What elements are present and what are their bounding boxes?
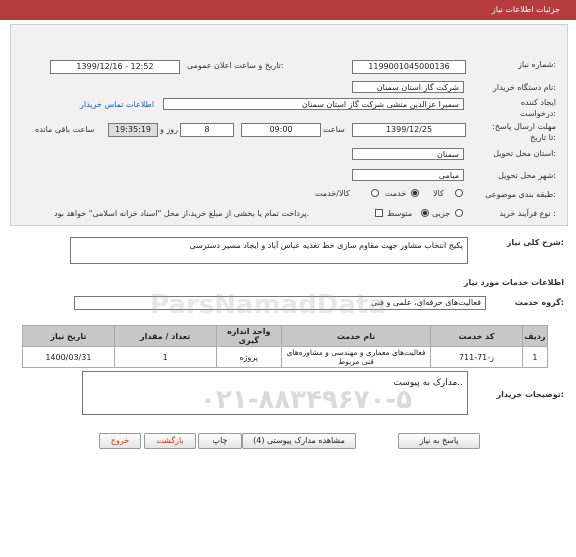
category-both-label: کالا/خدمت: [315, 189, 350, 198]
deadline-date-field: 1399/12/25: [352, 123, 466, 137]
treasury-checkbox[interactable]: [375, 209, 383, 217]
days-field: 8: [180, 123, 234, 137]
deadline-label: مهلت ارسال پاسخ: تا تاریخ:: [492, 122, 556, 142]
announce-label: تاریخ و ساعت اعلان عمومی:: [187, 61, 284, 70]
service-group-text: فعالیت‌های حرفه‌ای، علمی و فنی: [371, 298, 481, 307]
col-index: ردیف: [522, 326, 547, 347]
view-attachments-button[interactable]: مشاهده مدارک پیوستی (4): [242, 433, 356, 449]
category-goods-label: کالا: [433, 189, 444, 198]
remaining-label: ساعت باقی مانده: [35, 125, 95, 134]
requester-field: سمیرا عزالدین منشی شرکت گاز استان سمنان: [163, 98, 464, 110]
purchase-medium-label: متوسط: [387, 209, 413, 218]
deadline-time-label: ساعت: [323, 125, 345, 134]
services-section-title: اطلاعات خدمات مورد نیاز: [463, 278, 564, 287]
table-header-row: [23, 326, 548, 347]
buyer-label: نام دستگاه خریدار:: [492, 83, 556, 92]
days-label: روز و: [160, 125, 178, 134]
treasury-note: پرداخت تمام یا بخشی از مبلغ خرید،از محل "اسناد خزانه اسلامی" خواهد بود.: [54, 209, 310, 218]
requester-label: ایجاد کننده درخواست:: [520, 98, 556, 118]
watermark-phone: ۰۲۱-۸۸۳۴۹۶۷۰-۵: [200, 385, 413, 415]
cell-name: فعالیت‌های معماری و مهندسی و مشاوره‌های فنی مربوط: [282, 347, 431, 368]
purchase-small-radio[interactable]: [455, 209, 463, 217]
category-service-radio[interactable]: [411, 189, 419, 197]
services-table: [22, 325, 548, 368]
category-goods-radio[interactable]: [455, 189, 463, 197]
reply-button[interactable]: پاسخ به نیاز: [398, 433, 480, 449]
service-group-label: گروه خدمت:: [514, 298, 564, 307]
purchase-type-label: نوع فرآیند خرید :: [499, 209, 556, 218]
summary-label: شرح کلی نیاز:: [506, 238, 564, 247]
deadline-time-field: 09:00: [241, 123, 321, 137]
city-field: میامی: [352, 169, 464, 181]
category-label: طبقه بندی موضوعی:: [485, 190, 556, 199]
summary-box: [70, 237, 468, 264]
exit-button[interactable]: خروج: [99, 433, 141, 449]
need-number-field: 1199001045000136: [352, 60, 466, 74]
category-both-radio[interactable]: [371, 189, 379, 197]
back-button[interactable]: بازگشت: [144, 433, 196, 449]
col-name: نام خدمت: [282, 326, 431, 347]
buyer-notes-label: توضیحات خریدار:: [496, 390, 564, 399]
watermark-brand: ParsNamadData: [150, 290, 386, 320]
buyer-notes-text: مدارک به پیوست..: [393, 378, 463, 388]
col-code: کد خدمت: [431, 326, 523, 347]
cell-qty: 1: [114, 347, 216, 368]
city-label: شهر محل تحویل:: [498, 171, 556, 180]
province-field: سمنان: [352, 148, 464, 160]
cell-unit: پروژه: [216, 347, 281, 368]
table-row: [23, 347, 548, 368]
remaining-time-field: 19:35:19: [108, 123, 158, 137]
buyer-contact-link[interactable]: اطلاعات تماس خریدار: [80, 100, 155, 109]
col-qty: تعداد / مقدار: [114, 326, 216, 347]
province-label: استان محل تحویل:: [493, 149, 556, 158]
col-date: تاریخ نیاز: [23, 326, 115, 347]
category-service-label: خدمت: [385, 189, 407, 198]
cell-code: ز-71-711: [431, 347, 523, 368]
cell-index: 1: [522, 347, 547, 368]
announce-field: 1399/12/16 - 12:52: [50, 60, 180, 74]
purchase-medium-radio[interactable]: [421, 209, 429, 217]
need-number-label: شماره نیاز:: [517, 60, 556, 69]
cell-date: 1400/03/31: [23, 347, 115, 368]
purchase-small-label: جزیی: [432, 209, 451, 218]
col-unit: واحد اندازه گیری: [216, 326, 281, 347]
title-bar: [0, 0, 576, 20]
page-title: جزئیات اطلاعات نیاز: [491, 5, 560, 14]
print-button[interactable]: چاپ: [198, 433, 242, 449]
buyer-field: شرکت گاز استان سمنان: [352, 81, 464, 93]
summary-text: پکیج انتخاب مشاور جهت مقاوم سازی خط تغذیه عباس آباد و ایجاد مسیر دسترسی: [189, 241, 463, 250]
